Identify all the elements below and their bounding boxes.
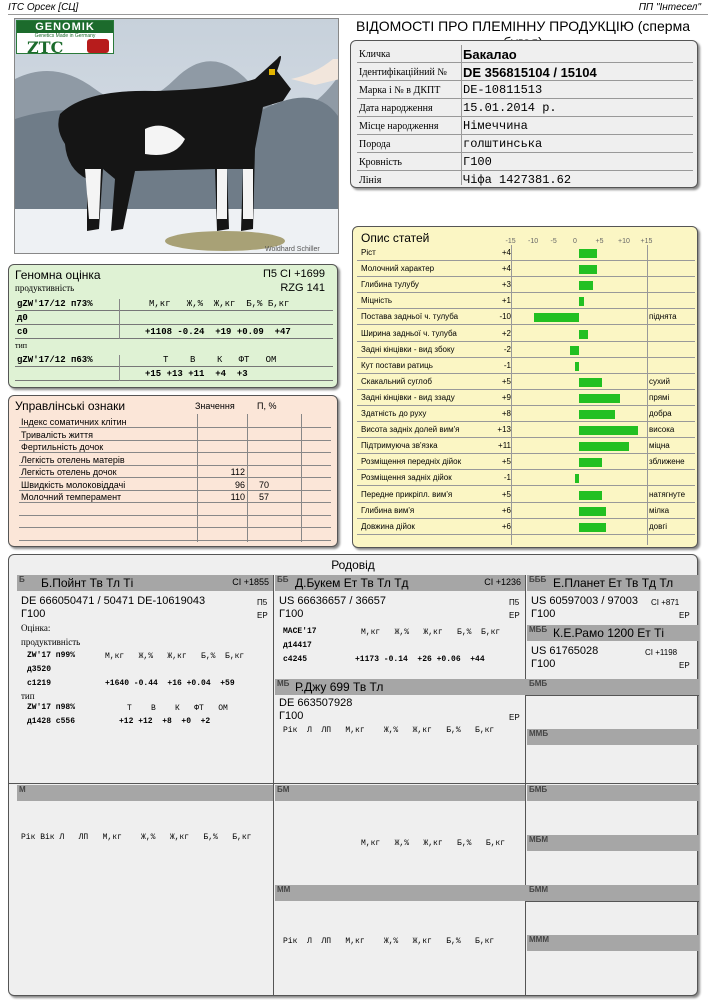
management-percent: 57: [259, 492, 270, 502]
trait-bar: [575, 474, 580, 483]
trait-bar: [579, 507, 606, 516]
ss-prod-cols: М,кг Ж,% Ж,кг Б,% Б,кг: [361, 628, 501, 637]
identity-row: [357, 117, 693, 135]
identity-row: [357, 45, 693, 63]
identity-label: Лінія: [359, 175, 382, 186]
trait-value: -1: [503, 473, 511, 483]
sd-cols: М,кг Ж,% Ж,кг Б,% Б,кг: [361, 839, 506, 848]
management-title: Управлінські ознаки: [15, 399, 126, 413]
ss-blood: Г100: [279, 608, 304, 620]
identity-label: Дата народження: [359, 103, 433, 114]
scale-tick: -5: [550, 238, 557, 245]
trait-bar: [570, 346, 579, 355]
linear-trait-row: [357, 261, 695, 277]
management-label: Швидкість молоковіддачі: [21, 479, 126, 490]
sire-type-values: +12 +12 +8 +0 +2: [119, 717, 211, 726]
genomic-rzg: RZG 141: [280, 282, 325, 294]
management-percent: 70: [259, 479, 270, 490]
linear-trait-row: [357, 309, 695, 325]
identity-value: Німеччина: [463, 119, 528, 133]
ss-id: US 66636657 / 36657: [279, 595, 387, 607]
pedigree-ddd-bar: МММ: [527, 935, 699, 951]
sss-id: US 60597003 / 97003: [531, 595, 639, 607]
ds-id: DE 663507928: [279, 697, 353, 709]
identity-row: [357, 81, 693, 99]
scale-tick: -10: [528, 238, 539, 245]
scale-tick: +10: [618, 238, 630, 245]
linear-trait-row: [357, 487, 695, 503]
dss-blood: Г100: [531, 658, 556, 670]
identity-label: Кличка: [359, 49, 391, 60]
scale-tick: +15: [640, 238, 653, 245]
ss-d: д14417: [283, 641, 312, 650]
trait-bar: [579, 410, 615, 419]
genomic-type-values-row: +15 +13 +11 +4 +3: [15, 367, 333, 381]
pedigree-sss-bar: БББ Е.Планет Ет Тв Тд Тл: [527, 575, 699, 591]
management-value: 96: [234, 479, 245, 490]
genomic-type-label: тип: [15, 341, 28, 350]
trait-value: +9: [501, 392, 511, 402]
trait-value: +13: [497, 425, 511, 435]
trait-label: Міцність: [361, 296, 393, 306]
trait-bar: [579, 394, 620, 403]
management-label: Індекс соматичних клітин: [21, 417, 127, 427]
ss-p: П5: [509, 598, 520, 607]
sire-c: с1219: [27, 679, 52, 688]
sire-d: д3520: [27, 665, 52, 674]
sire-p: П5: [257, 598, 268, 607]
management-label: Молочний темперамент: [21, 492, 122, 502]
identity-row: [357, 153, 693, 171]
management-row: [19, 529, 331, 541]
trait-bar: [534, 313, 579, 322]
trait-bar: [579, 297, 584, 306]
trait-label: Здатність до руху: [361, 409, 427, 418]
management-row: [19, 466, 331, 478]
sss-ci: CI +871: [651, 598, 680, 607]
trait-label: Кут постави ратиць: [361, 360, 433, 370]
trait-label: Молочний характер: [361, 264, 435, 274]
identity-label: Місце народження: [359, 121, 439, 132]
trait-label: Ріст: [361, 248, 376, 257]
trait-word: сухий: [649, 376, 670, 386]
ds-ep: ЕР: [509, 713, 520, 722]
trait-bar: [579, 249, 597, 258]
trait-value: +1: [501, 296, 511, 306]
scale-tick: 0: [573, 238, 577, 245]
genomic-ci: П5 CI +1699: [262, 268, 325, 280]
trait-label: Задні кінцівки - вид збоку: [361, 344, 455, 354]
linear-trait-row: [357, 277, 695, 293]
trait-label: Розміщення передніх дійок: [361, 457, 462, 467]
identity-value: голштинська: [463, 137, 543, 151]
trait-word: мілка: [649, 505, 670, 515]
dss-ci: CI +1198: [645, 648, 678, 657]
ds-blood: Г100: [279, 710, 304, 722]
identity-value: DE-10811513: [463, 83, 543, 97]
trait-label: Ширина задньої ч. тулуба: [361, 328, 457, 338]
sire-ep: ЕР: [257, 611, 268, 620]
ss-prod-values: +1173 -0.14 +26 +0.06 +44: [355, 655, 485, 664]
pedigree-dds-bar: ММБ: [527, 729, 699, 745]
linear-trait-row: [357, 406, 695, 422]
identity-value: 15.01.2014 р.: [463, 101, 557, 115]
sss-blood: Г100: [531, 608, 556, 620]
sss-ep: ЕР: [679, 611, 690, 620]
management-row: [19, 454, 331, 466]
header-divider: [8, 14, 708, 15]
genomik-logo: GENOMIK Genetics Made in Germany ZTC: [16, 20, 114, 54]
trait-value: +5: [501, 376, 511, 386]
genomic-sub: продуктивність: [15, 283, 75, 293]
trait-label: Підтримуюча зв'язка: [361, 441, 438, 451]
trait-value: +5: [501, 489, 511, 499]
trait-label: Передне прикріпл. вим'я: [361, 489, 453, 499]
linear-traits-title: Опис статей: [361, 231, 430, 245]
trait-bar: [579, 378, 602, 387]
trait-bar: [579, 523, 606, 532]
trait-word: піднята: [649, 312, 677, 322]
identity-row: [357, 171, 693, 189]
sire-prod-label: продуктивність: [21, 637, 81, 647]
management-label: Фертильність дочок: [21, 442, 104, 452]
sire-id: DE 666050471 / 50471 DE-10619043: [21, 595, 206, 607]
management-row: [19, 491, 331, 503]
trait-bar: [579, 491, 602, 500]
linear-trait-row: [357, 519, 695, 535]
pedigree-ds-bar: МБ Р.Джу 699 Тв Тл: [275, 679, 699, 695]
linear-trait-row: [357, 358, 695, 374]
linear-trait-row: [357, 342, 695, 358]
trait-label: Задні кінцівки - вид ззаду: [361, 392, 455, 402]
trait-bar: [579, 426, 638, 435]
trait-word: зближене: [649, 457, 685, 467]
linear-trait-row: [357, 374, 695, 390]
header-left: ІТС Орсек [СЦ]: [8, 2, 79, 13]
trait-label: Глибина тулубу: [361, 280, 419, 290]
pedigree-dsd-bar: МБМ: [527, 835, 699, 851]
management-label: Тривалість життя: [21, 429, 93, 440]
pedigree-ssd-bar: БМБ: [527, 785, 699, 801]
pedigree-sdd-bar: БММ: [527, 885, 699, 901]
trait-word: висока: [649, 425, 675, 435]
management-value: 110: [230, 492, 245, 502]
trait-label: Розміщення задніх дійок: [361, 473, 452, 483]
management-traits-panel: [8, 395, 338, 547]
trait-label: Довжина дійок: [361, 521, 415, 531]
trait-value: -2: [503, 344, 511, 354]
identity-label: Порода: [359, 139, 391, 150]
trait-bar: [579, 265, 597, 274]
trait-value: +3: [501, 280, 511, 290]
scale-tick: +5: [595, 238, 604, 245]
trait-bar: [579, 330, 588, 339]
management-row: [19, 416, 331, 428]
sire-blood: Г100: [21, 608, 46, 620]
pedigree-title: Родовід: [331, 558, 375, 572]
trait-value: +5: [501, 457, 511, 467]
trait-word: натягнуте: [649, 489, 686, 499]
trait-label: Постава задньої ч. тулуба: [361, 312, 459, 322]
identity-label: Марка і № в ДКПТ: [359, 85, 441, 96]
pedigree-ss-bar: ББ Д.Букем Ет Тв Тл Тд CI +1236: [275, 575, 525, 591]
pedigree-dss-bar: МББ К.Е.Рамо 1200 Ет Ті: [527, 625, 699, 641]
trait-word: довгі: [649, 521, 668, 531]
trait-bar: [579, 442, 629, 451]
identity-value: Г100: [463, 155, 492, 169]
ss-c: с4245: [283, 655, 308, 664]
linear-trait-row: [357, 454, 695, 470]
identity-value: Чіфа 1427381.62: [463, 173, 572, 187]
trait-word: міцна: [649, 441, 670, 451]
linear-trait-row: [357, 503, 695, 519]
dss-id: US 61765028: [531, 645, 599, 657]
dss-ep: ЕР: [679, 661, 690, 670]
management-label: Легкість отелень матерів: [21, 454, 125, 465]
sire-prod-header: ZW'17 п99%: [27, 651, 76, 660]
trait-value: -1: [503, 360, 511, 370]
linear-trait-row: [357, 326, 695, 342]
pedigree-sd-bar: БМ: [275, 785, 525, 801]
identity-row: [357, 135, 693, 153]
ss-prod-header: MACE'17: [283, 627, 317, 636]
identity-row: [357, 99, 693, 117]
dam-cols: Рік Вік Л ЛП М,кг Ж,% Ж,кг Б,% Б,кг: [21, 833, 252, 842]
photo-credit: Woldhard Schiller: [265, 246, 320, 253]
trait-bar: [575, 362, 580, 371]
sire-type-label: тип: [21, 691, 35, 701]
trait-label: Висота задніх долей вим'я: [361, 425, 460, 435]
management-row: [19, 504, 331, 516]
header-right: ПП "Інтесел": [638, 2, 701, 13]
ds-cols: Рік Л ЛП М,кг Ж,% Ж,кг Б,% Б,кг: [283, 726, 495, 735]
trait-value: +8: [501, 409, 511, 418]
management-value: 112: [230, 467, 245, 477]
trait-value: +6: [501, 505, 511, 515]
trait-value: +2: [501, 328, 511, 338]
linear-trait-row: [357, 470, 695, 486]
genomic-title: Геномна оцінка: [15, 268, 101, 282]
management-col-value: Значення: [195, 401, 235, 411]
pedigree-panel: [8, 554, 698, 996]
management-label: Легкість отелень дочок: [21, 467, 117, 477]
genomic-d-row: д0: [15, 311, 333, 325]
linear-trait-row: [357, 438, 695, 454]
sire-prod-cols: М,кг Ж,% Ж,кг Б,% Б,кг: [105, 652, 245, 661]
pedigree-sire-bar: Б Б.Пойнт Тв Тл Ті CI +1855: [17, 575, 273, 591]
dd-cols: Рік Л ЛП М,кг Ж,% Ж,кг Б,% Б,кг: [283, 937, 495, 946]
identity-label: Ідентифікаційний №: [359, 67, 447, 78]
trait-label: Глибина вим'я: [361, 505, 415, 515]
pedigree-dd-bar: ММ: [275, 885, 699, 901]
identity-value: DE 356815104 / 15104: [463, 65, 597, 80]
trait-label: Скакальний суглоб: [361, 376, 432, 386]
genomic-c-row: с0 +1108 -0.24 +19 +0.09 +47: [15, 325, 333, 339]
trait-bar: [579, 281, 593, 290]
management-col-p: П, %: [257, 401, 277, 411]
genomic-evaluation-panel: [8, 264, 338, 388]
trait-value: -10: [499, 312, 511, 322]
sire-type-header: ZW'17 п98%: [27, 703, 76, 712]
linear-trait-row: [357, 390, 695, 406]
trait-value: +11: [498, 441, 511, 451]
identity-row: [357, 63, 693, 81]
sire-eval-label: Оцінка:: [21, 623, 51, 633]
linear-trait-row: [357, 245, 695, 261]
management-row: [19, 429, 331, 441]
linear-traits-panel: [352, 226, 698, 548]
pedigree-sds-bar: БМБ: [527, 679, 699, 695]
trait-value: +4: [501, 248, 511, 257]
management-row: [19, 479, 331, 491]
sire-type-cols: Т В К ФТ ОМ: [127, 704, 228, 713]
sire-type-d: д1428 с556: [27, 717, 76, 726]
genomic-prod-header-row: gZW'17/12 п73% М,кг Ж,% Ж,кг Б,% Б,кг: [15, 297, 333, 311]
trait-value: +4: [501, 264, 511, 274]
document-title: ВІДОМОСТІ ПРО ПЛЕМІННУ ПРОДУКЦІЮ (сперма: [355, 18, 690, 34]
management-row: [19, 441, 331, 453]
trait-word: добра: [649, 409, 672, 418]
identity-panel: [350, 40, 698, 188]
ss-ep: ЕР: [509, 611, 520, 620]
trait-value: +6: [501, 521, 511, 531]
germany-map-icon: [87, 39, 109, 53]
scale-tick: -15: [505, 238, 516, 245]
sire-prod-values: +1640 -0.44 +16 +0.04 +59: [105, 679, 235, 688]
linear-trait-row: [357, 293, 695, 309]
trait-word: прямі: [649, 392, 670, 402]
linear-trait-row: [357, 422, 695, 438]
trait-bar: [579, 458, 602, 467]
identity-value: Бакалао: [463, 47, 517, 62]
identity-label: Кровність: [359, 157, 402, 168]
management-row: [19, 516, 331, 528]
genomic-type-header-row: gZW'17/12 п63% Т В К ФТ ОМ: [15, 353, 333, 367]
pedigree-dam-bar: М: [17, 785, 273, 801]
